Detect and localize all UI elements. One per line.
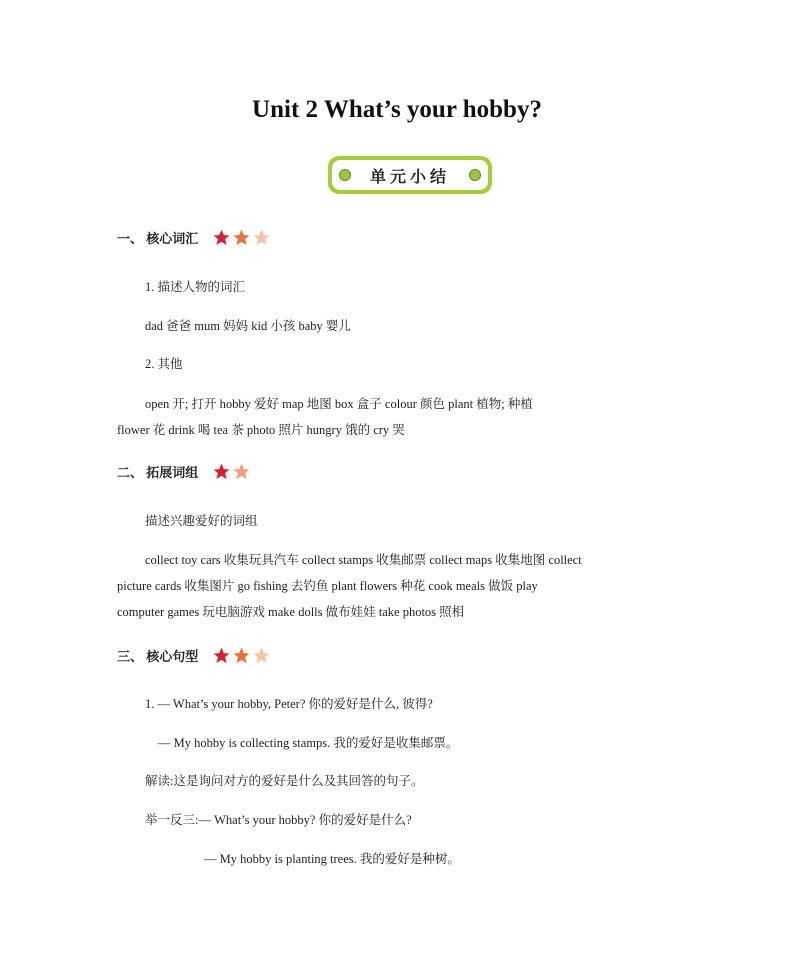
subheading-people-words: 1. 描述人物的词汇 [145,280,246,294]
half-star-icon [232,462,251,481]
half-star-icon [252,228,271,247]
star-icon [212,646,231,665]
subheading-others: 2. 其他 [145,357,183,371]
banner-label: 单元小结 [369,166,450,186]
star-icon [232,646,251,665]
section-intro: 描述兴趣爱好的词组 [145,514,258,528]
green-dot-icon [469,169,481,181]
section-heading-core-sentences [117,646,272,665]
star-icon [232,228,251,247]
star-icon [212,462,231,481]
sentence-explanation: 解读:这是询问对方的爱好是什么及其回答的句子。 [145,774,424,788]
extended-question: 举一反三:— What’s your hobby? 你的爱好是什么? [145,813,412,827]
phrase-line: collect toy cars 收集玩具汽车 collect stamps 收集邮票 collect maps 收集地图 collect [145,553,582,567]
vocab-line: dad 爸爸 mum 妈妈 kid 小孩 baby 婴儿 [145,319,351,333]
sentence-question: 1. — What’s your hobby, Peter? 你的爱好是什么, 彼得? [145,697,433,711]
difficulty-stars [212,228,272,247]
vocab-line: flower 花 drink 喝 tea 茶 photo 照片 hungry 饿的 cry 哭 [117,423,405,437]
section-heading-core-vocabulary [117,228,272,247]
green-dot-icon [339,169,351,181]
difficulty-stars [212,646,272,665]
section-heading-text: 一、 核心词汇 [117,231,199,246]
section-heading-text: 三、 核心句型 [117,649,199,664]
half-star-icon [252,646,271,665]
phrase-line: computer games 玩电脑游戏 make dolls 做布娃娃 take photos 照相 [117,605,465,619]
extended-answer: — My hobby is planting trees. 我的爱好是种树。 [204,852,460,866]
section-heading-text: 二、 拓展词组 [117,465,199,480]
phrase-line: picture cards 收集图片 go fishing 去钓鱼 plant flowers 种花 cook meals 做饭 play [117,579,538,593]
section-heading-extended-phrases [117,462,252,481]
vocab-line: open 开; 打开 hobby 爱好 map 地图 box 盒子 colour 颜色 plant 植物; 种植 [145,397,533,411]
star-icon [212,228,231,247]
difficulty-stars [212,462,252,481]
sentence-answer: — My hobby is collecting stamps. 我的爱好是收集邮票。 [158,736,459,750]
summary-banner [328,156,492,194]
page-title: Unit 2 What’s your hobby? [252,96,542,123]
